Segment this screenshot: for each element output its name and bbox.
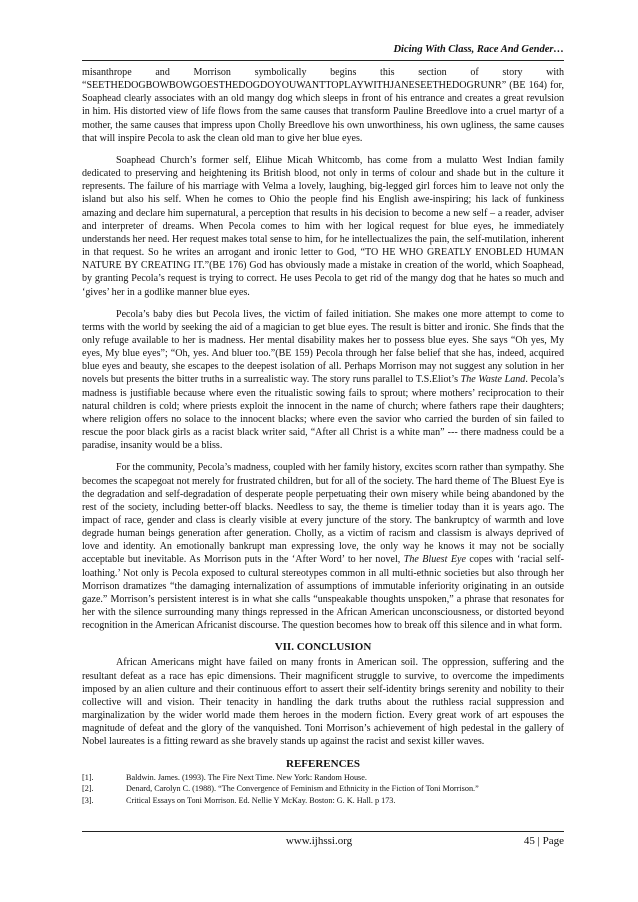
reference-item [82, 795, 564, 807]
reference-text: Baldwin. James. (1993). The Fire Next Time. New York: Random House. [126, 772, 367, 782]
journal-url[interactable]: www.ijhssi.org [285, 835, 353, 847]
paragraph-4-part-b: copes with ‘racial self-loathing.’ Not only is Pecola exposed to cultural stereotypes common in all multi-ethnic societies but also through her Morrison dramatizes “the damaging internalization of assumptions of immutable inferiority originating in an outside gaze.” Morrison’s persistent interest is in what she calls “unspeakable thoughts unspoken,” a phrase that resonates for her with the silence surrounding many things repressed in the African American unconsciousness, or distorted beyond recognition in the American Africanist discourse. The question becomes how to break off this silence and in what form. [82, 554, 564, 632]
reference-number: [2]. [82, 784, 94, 793]
reference-text: Denard, Carolyn C. (1988). “The Convergence of Feminism and Ethnicity in the Fiction of Toni Morrison.” [126, 784, 479, 793]
paragraph-4-part-a: For the community, Pecola’s madness, coupled with her family history, excites scorn rather than sympathy. She becomes the scapegoat not merely for frustrated children, but for all of the society. The hard theme of The Bluest Eye is the degradation and self-degradation of desperate people perpetuating their own misery while being abandoned by the rest of the society, including better-off blacks. Needless to say, the theme is timelier today than it is years ago. The impact of race, gender and class is clearly visible at every juncture of the story. The bankruptcy of warmth and love degrade human beings generation after generation. Cholly, as a victim of racism and classism is always deprived of love and identity. An emotionally bankrupt man expressing love, the only way he knows it may not be socially acceptable but inevitable. As Morrison puts in the ‘After Word’ to her novel, [82, 462, 564, 566]
reference-number: [1]. [82, 772, 94, 782]
running-header: Dicing With Class, Race And Gender… [393, 44, 564, 55]
paragraph-2: Soaphead Church’s former self, Elihue Micah Whitcomb, has come from a mulatto West Indian family dedicated to preserving and heightening its British blood, not only in terms of colour and shade but in the culture it represents. The failure of his marriage with Velma a lovely, laughing, big-legged girl forces him to leave not only the island but also his self. When he comes to Ohio the people find his English awe-inspiring; his lack of funkiness amazing and declare him supernatural, a perception that results in his decision to become a new self – a reader, adviser and interpreter of dreams. When Pecola comes to him with her logical request for blue eyes, he immediately understands her need. Her request makes total sense to him, for he intellectualizes the pain, the self-mutilation, inherent in that request. So he writes an arrogant and ironic letter to God, “TO HE WHO GREATLY ENOBLED HUMAN NATURE BY CREATING IT.”(BE 176) God has obviously made a mistake in creation of the world, which Soaphead, by granting Pecola’s request is trying to correct. He uses Pecola to get rid of the mangy dog that he hates so much and ‘gives’ her in a godlike manner blue eyes. [82, 154, 564, 298]
article-body [82, 66, 564, 806]
paragraph-4 [82, 461, 564, 632]
paragraph-3-part-a: Pecola’s baby dies but Pecola lives, the victim of failed initiation. She makes one more attempt to come to terms with the world by seeking the aid of a magician to get blue eyes. The result is bitter and ironic. She finds that the only refuge available to her is madness. Her mental disability makes her to possess blue eyes. She says “Oh yes, My eyes, My blue eyes”; “Oh, yes. And bluer too.”(BE 159) Pecola through her false belief that she has, indeed, acquired blue eyes and beauty, she escapes to the deepest isolation of all. Perhaps Morrison may not suggest any solution in her novels but presents the bitter truths in a surrealistic way. The story runs parallel to T.S.Eliot’s [82, 308, 564, 386]
paragraph-3 [82, 308, 564, 453]
footer-rule [82, 831, 564, 832]
conclusion-paragraph: African Americans might have failed on many fronts in American soil. The oppression, suffering and the resultant defeat as a race has epic dimensions. Their magnificent struggle to survive, to overcome the impediments imposed by an alien culture and their continuous effort to assert their self-identity brings serenity and nobility to their collective will and vision. Their tenacity in handling the dark truths about the ruthless racial suppression and marginalization by the wider world made them heroes in the modern fiction. Every great work of art espouses the magnitude of defeat and the glory of the vanquished. Toni Morrison’s achievement of high pedestal in the gallery of Nobel laureates is a fitting reward as she bravely stands up against the racist and sexist killer waves. [82, 657, 564, 748]
conclusion-heading: VII. CONCLUSION [274, 641, 372, 654]
references-heading: REFERENCES [286, 757, 360, 770]
bluest-eye-title: The Bluest Eye [403, 554, 466, 566]
waste-land-title: The Waste Land [460, 374, 526, 386]
header-rule [82, 60, 564, 61]
paragraph-1: misanthrope and Morrison symbolically begins this section of story with “SEETHEDOGBOWBOWGOESTHEDOGDOYOUWANTTOPLAYWITHJANESEETHEDOGRUNR” (BE 164) for, Soaphead clearly associates with an old mangy dog which sleeps in front of his entrance and creates a great revulsion in him. His distorted view of life flows from the same causes that transform Pauline Breedlove into a cruel martyr of a mother, the same causes that impress upon Cholly Breedlove his own unworthiness, his own ugliness, the same causes that will inspire Pecola to ask the clean old man to give her blue eyes. [82, 67, 564, 144]
reference-list [82, 772, 564, 807]
page-number: 45 | Page [523, 835, 564, 847]
reference-text: Critical Essays on Toni Morrison. Ed. Nellie Y McKay. Boston: G. K. Hall. p 173. [126, 795, 396, 805]
reference-item [82, 783, 564, 795]
paragraph-3-part-b: . Pecola’s madness is justifiable because where even the ritualistic sowing fails to sprout; where mothers’ reciprocation to their natural children is cold; where priests exploit the innocent in the name of church; where fathers rape their daughters; where religion offers no solace to the innocent blacks; where even the savior who carried the burden of sin failed to rescue the poor black girls as a racist black writer said, “After all Christ is a white man” --- there madness could be a paradise, insanity would be a bliss. [82, 374, 564, 452]
reference-number: [3]. [82, 795, 94, 805]
reference-item [82, 772, 564, 784]
